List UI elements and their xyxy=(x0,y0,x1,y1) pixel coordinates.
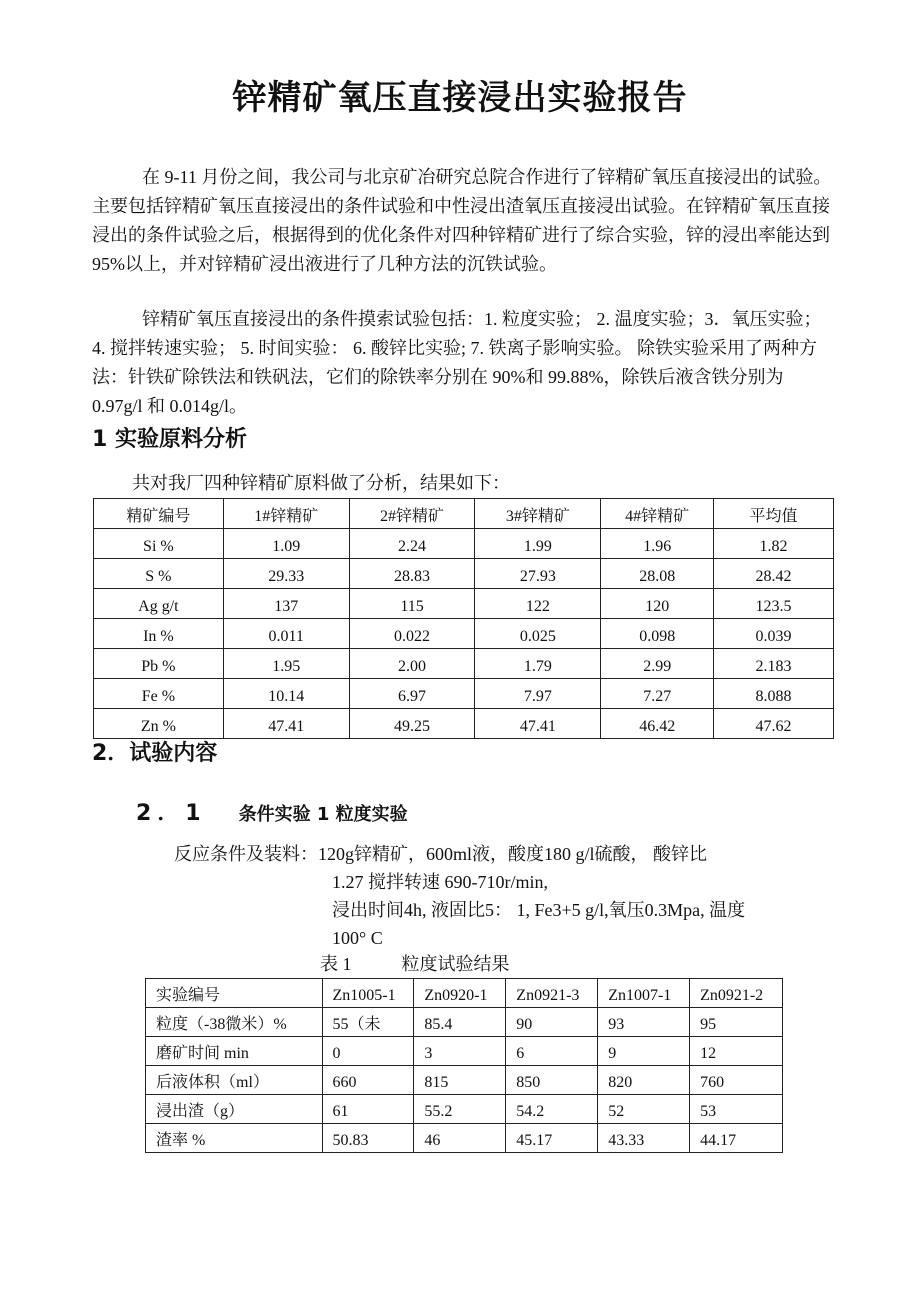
table-cell: 123.5 xyxy=(714,589,834,619)
table-cell: Pb % xyxy=(94,649,224,679)
table-cell: 27.93 xyxy=(475,559,601,589)
table-cell: 0.025 xyxy=(475,619,601,649)
table-cell: 10.14 xyxy=(223,679,349,709)
table-cell: 52 xyxy=(598,1095,690,1124)
table-header-cell: 4#锌精矿 xyxy=(601,499,714,529)
table-cell: 渣率 % xyxy=(146,1124,323,1153)
table-cell: 46 xyxy=(414,1124,506,1153)
table-cell: 122 xyxy=(475,589,601,619)
table-cell: Si % xyxy=(94,529,224,559)
section-2-heading: 2．试验内容 xyxy=(92,741,218,766)
raw-material-table xyxy=(93,498,834,739)
table-cell: 9 xyxy=(598,1037,690,1066)
table-cell: 后液体积（ml） xyxy=(146,1066,323,1095)
table-row xyxy=(94,649,834,679)
table-cell: Ag g/t xyxy=(94,589,224,619)
table-cell: 粒度（-38微米）% xyxy=(146,1008,323,1037)
table-cell: 46.42 xyxy=(601,709,714,739)
table-header-row xyxy=(146,979,783,1008)
conditions-line-2: 1.27 搅拌转速 690-710r/min, xyxy=(332,872,548,892)
subsection-title: 条件实验 1 粒度实验 xyxy=(238,804,408,825)
table-header-cell: Zn1007-1 xyxy=(598,979,690,1008)
table-cell: 120 xyxy=(601,589,714,619)
table-header-cell: Zn0921-3 xyxy=(506,979,598,1008)
table-header-cell: 1#锌精矿 xyxy=(223,499,349,529)
table-header-cell: Zn0920-1 xyxy=(414,979,506,1008)
table-row xyxy=(146,1066,783,1095)
table-row xyxy=(94,619,834,649)
subsection-number: 2．1 xyxy=(136,801,207,826)
table-cell: 3 xyxy=(414,1037,506,1066)
table-cell: 0 xyxy=(322,1037,414,1066)
table-cell: 29.33 xyxy=(223,559,349,589)
table-cell: 137 xyxy=(223,589,349,619)
section-1-intro: 共对我厂四种锌精矿原料做了分析，结果如下： xyxy=(132,473,510,493)
table-cell: S % xyxy=(94,559,224,589)
caption-name: 粒度试验结果 xyxy=(401,954,510,974)
table-row xyxy=(146,1037,783,1066)
table-cell: 85.4 xyxy=(414,1008,506,1037)
table-header-cell: Zn1005-1 xyxy=(322,979,414,1008)
table-cell: 55（未 xyxy=(322,1008,414,1037)
conditions-line-1: 反应条件及装料：120g锌精矿，600ml液，酸度180 g/l硫酸， 酸锌比 xyxy=(174,844,708,864)
table-cell: 7.27 xyxy=(601,679,714,709)
table-row xyxy=(94,589,834,619)
table-cell: 2.183 xyxy=(714,649,834,679)
table-cell: 1.95 xyxy=(223,649,349,679)
table-row xyxy=(94,679,834,709)
table-header-cell: 实验编号 xyxy=(146,979,323,1008)
table-cell: 1.09 xyxy=(223,529,349,559)
table-cell: 6 xyxy=(506,1037,598,1066)
conditions-line-3: 浸出时间4h, 液固比5： 1, Fe3+5 g/l,氧压0.3Mpa, 温度 xyxy=(332,900,746,920)
table-cell: 47.41 xyxy=(475,709,601,739)
table-cell: 760 xyxy=(690,1066,783,1095)
table-cell: 1.79 xyxy=(475,649,601,679)
table-cell: 1.99 xyxy=(475,529,601,559)
table-row xyxy=(94,529,834,559)
table-cell: 47.62 xyxy=(714,709,834,739)
report-title: 锌精矿氧压直接浸出实验报告 xyxy=(232,78,688,118)
table-cell: 115 xyxy=(349,589,475,619)
table-cell: 1.82 xyxy=(714,529,834,559)
table-cell: 2.24 xyxy=(349,529,475,559)
table-row xyxy=(94,709,834,739)
table-cell: 45.17 xyxy=(506,1124,598,1153)
table-cell: 1.96 xyxy=(601,529,714,559)
table-cell: 12 xyxy=(690,1037,783,1066)
table-cell: 2.00 xyxy=(349,649,475,679)
table-cell: 95 xyxy=(690,1008,783,1037)
table-cell: 磨矿时间 min xyxy=(146,1037,323,1066)
table-row xyxy=(146,1008,783,1037)
table-row xyxy=(146,1095,783,1124)
table-cell: 93 xyxy=(598,1008,690,1037)
table-cell: 850 xyxy=(506,1066,598,1095)
table-header-cell: Zn0921-2 xyxy=(690,979,783,1008)
table-cell: 28.08 xyxy=(601,559,714,589)
subsection-heading xyxy=(136,796,408,827)
table-cell: 0.022 xyxy=(349,619,475,649)
table-cell: 53 xyxy=(690,1095,783,1124)
table-cell: 浸出渣（g） xyxy=(146,1095,323,1124)
table-cell: 815 xyxy=(414,1066,506,1095)
table-cell: 50.83 xyxy=(322,1124,414,1153)
caption-label: 表 1 xyxy=(320,954,352,974)
table-cell: Zn % xyxy=(94,709,224,739)
table-cell: 7.97 xyxy=(475,679,601,709)
table-header-cell: 3#锌精矿 xyxy=(475,499,601,529)
table-row xyxy=(146,1124,783,1153)
table-cell: 55.2 xyxy=(414,1095,506,1124)
table-cell: In % xyxy=(94,619,224,649)
table-header-cell: 平均值 xyxy=(714,499,834,529)
table-cell: 6.97 xyxy=(349,679,475,709)
table-row xyxy=(94,559,834,589)
table-cell: 28.42 xyxy=(714,559,834,589)
table-cell: 54.2 xyxy=(506,1095,598,1124)
table-cell: 28.83 xyxy=(349,559,475,589)
table-header-cell: 精矿编号 xyxy=(94,499,224,529)
table-header-cell: 2#锌精矿 xyxy=(349,499,475,529)
intro-paragraph-2: 锌精矿氧压直接浸出的条件摸索试验包括：1. 粒度实验； 2. 温度实验；3．氧压实验； 4. 搅拌转速实验； 5. 时间实验： 6. 酸锌比实验; 7. 铁离子影响实验。 除铁实验采用了两种方法：针铁矿除铁法和铁矾法，它们的除铁率分别在 90%和 99.88%，除铁后液含铁分别为 0.97g/l 和 0.014g/l。 xyxy=(92,309,822,416)
table-cell: 0.011 xyxy=(223,619,349,649)
table-caption xyxy=(320,950,510,976)
intro-paragraph-1: 在 9-11 月份之间，我公司与北京矿冶研究总院合作进行了锌精矿氧压直接浸出的试验。主要包括锌精矿氧压直接浸出的条件试验和中性浸出渣氧压直接浸出试验。在锌精矿氧压直接浸出的条件试验之后，根据得到的优化条件对四种锌精矿进行了综合实验，锌的浸出率能达到 95%以上，并对锌精矿浸出液进行了几种方法的沉铁试验。 xyxy=(92,167,832,274)
section-1-heading: 1 实验原料分析 xyxy=(92,427,247,452)
table-cell: 47.41 xyxy=(223,709,349,739)
table-cell: Fe % xyxy=(94,679,224,709)
table-cell: 43.33 xyxy=(598,1124,690,1153)
table-cell: 61 xyxy=(322,1095,414,1124)
table-cell: 2.99 xyxy=(601,649,714,679)
table-header-row xyxy=(94,499,834,529)
table-cell: 0.098 xyxy=(601,619,714,649)
table-cell: 660 xyxy=(322,1066,414,1095)
table-cell: 44.17 xyxy=(690,1124,783,1153)
table-cell: 90 xyxy=(506,1008,598,1037)
table-cell: 0.039 xyxy=(714,619,834,649)
conditions-line-4: 100° C xyxy=(332,928,383,948)
particle-size-table xyxy=(145,978,783,1153)
table-cell: 820 xyxy=(598,1066,690,1095)
table-cell: 8.088 xyxy=(714,679,834,709)
table-cell: 49.25 xyxy=(349,709,475,739)
